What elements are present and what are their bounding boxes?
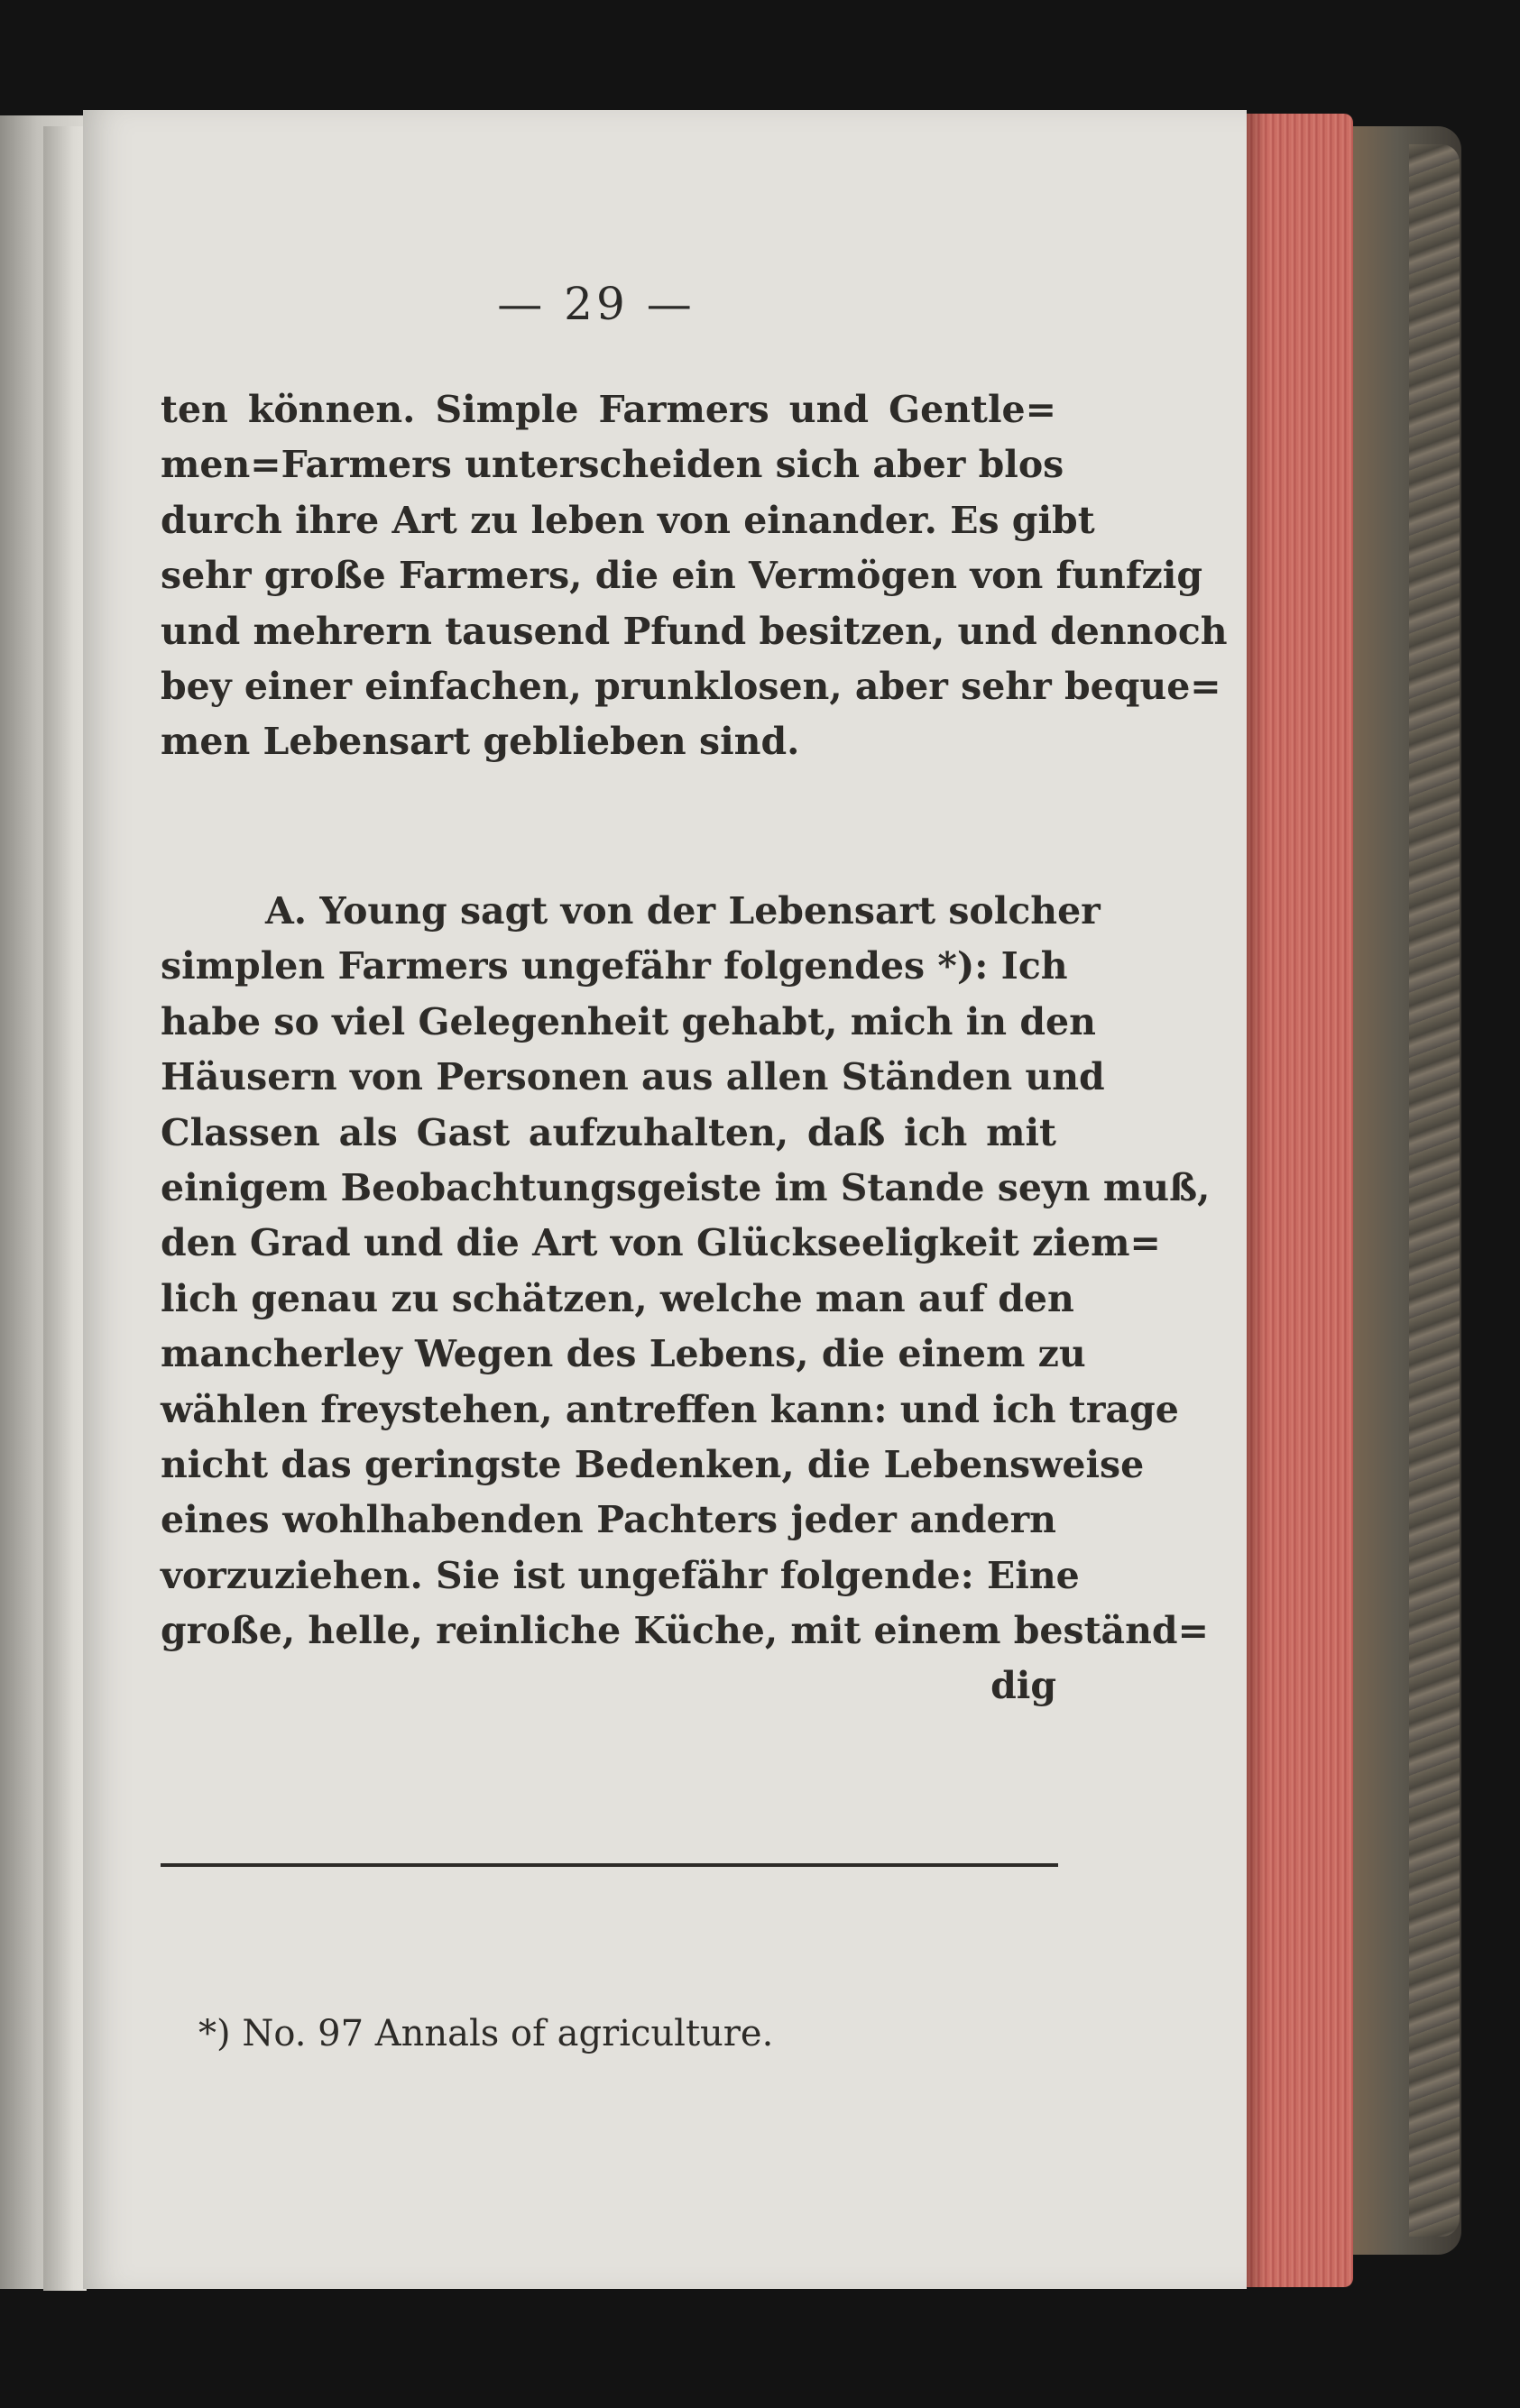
text-line: vorzuziehen. Sie ist ungefähr folgende: Eine [161, 1553, 1080, 1597]
catchword: dig [990, 1664, 1056, 1708]
text-line: simplen Farmers ungefähr folgendes *): Ich [161, 944, 1068, 988]
text-line: lich genau zu schätzen, welche man auf den [161, 1276, 1074, 1320]
text-line: eines wohlhabenden Pachters jeder andern [161, 1498, 1056, 1542]
text-line: nicht das geringste Bedenken, die Lebensweise [161, 1442, 1145, 1486]
text-line: sehr große Farmers, die ein Vermögen von funfzig [161, 554, 1203, 598]
text-line: große, helle, reinliche Küche, mit einem beständ= [161, 1609, 1209, 1653]
text-line: den Grad und die Art von Glückseeligkeit ziem= [161, 1221, 1161, 1265]
page-number: — 29 — [497, 278, 696, 330]
text-line: wählen freystehen, antreffen kann: und ich trage [161, 1387, 1179, 1431]
text-line: durch ihre Art zu leben von einander. Es gibt [161, 498, 1095, 542]
book-gutter [43, 126, 87, 2291]
text-line: bey einer einfachen, prunklosen, aber sehr beque= [161, 664, 1221, 708]
text-line: habe so viel Gelegenheit gehabt, mich in den [161, 999, 1096, 1043]
text-line: einigem Beobachtungsgeiste im Stande seyn muß, [161, 1165, 1211, 1209]
text-line: mancherley Wegen des Lebens, die einem zu [161, 1332, 1086, 1376]
paragraph-2 [161, 884, 1211, 1714]
text-line: men=Farmers unterscheiden sich aber blos [161, 443, 1064, 487]
book-cover-edge [1409, 144, 1460, 2237]
text-line: ten können. Simple Farmers und Gentle= [161, 388, 1056, 431]
text-line: Häusern von Personen aus allen Ständen und [161, 1055, 1105, 1099]
fore-edge-shadow [1247, 114, 1267, 2287]
text-line: und mehrern tausend Pfund besitzen, und dennoch [161, 609, 1228, 653]
paragraph-1 [161, 382, 1228, 770]
text-line: Classen als Gast aufzuhalten, daß ich mit [161, 1110, 1056, 1154]
text-line: men Lebensart geblieben sind. [161, 720, 800, 764]
text-line: A. Young sagt von der Lebensart solcher [265, 889, 1101, 933]
footnote: *) No. 97 Annals of agriculture. [198, 2013, 774, 2054]
footnote-rule [161, 1863, 1058, 1867]
